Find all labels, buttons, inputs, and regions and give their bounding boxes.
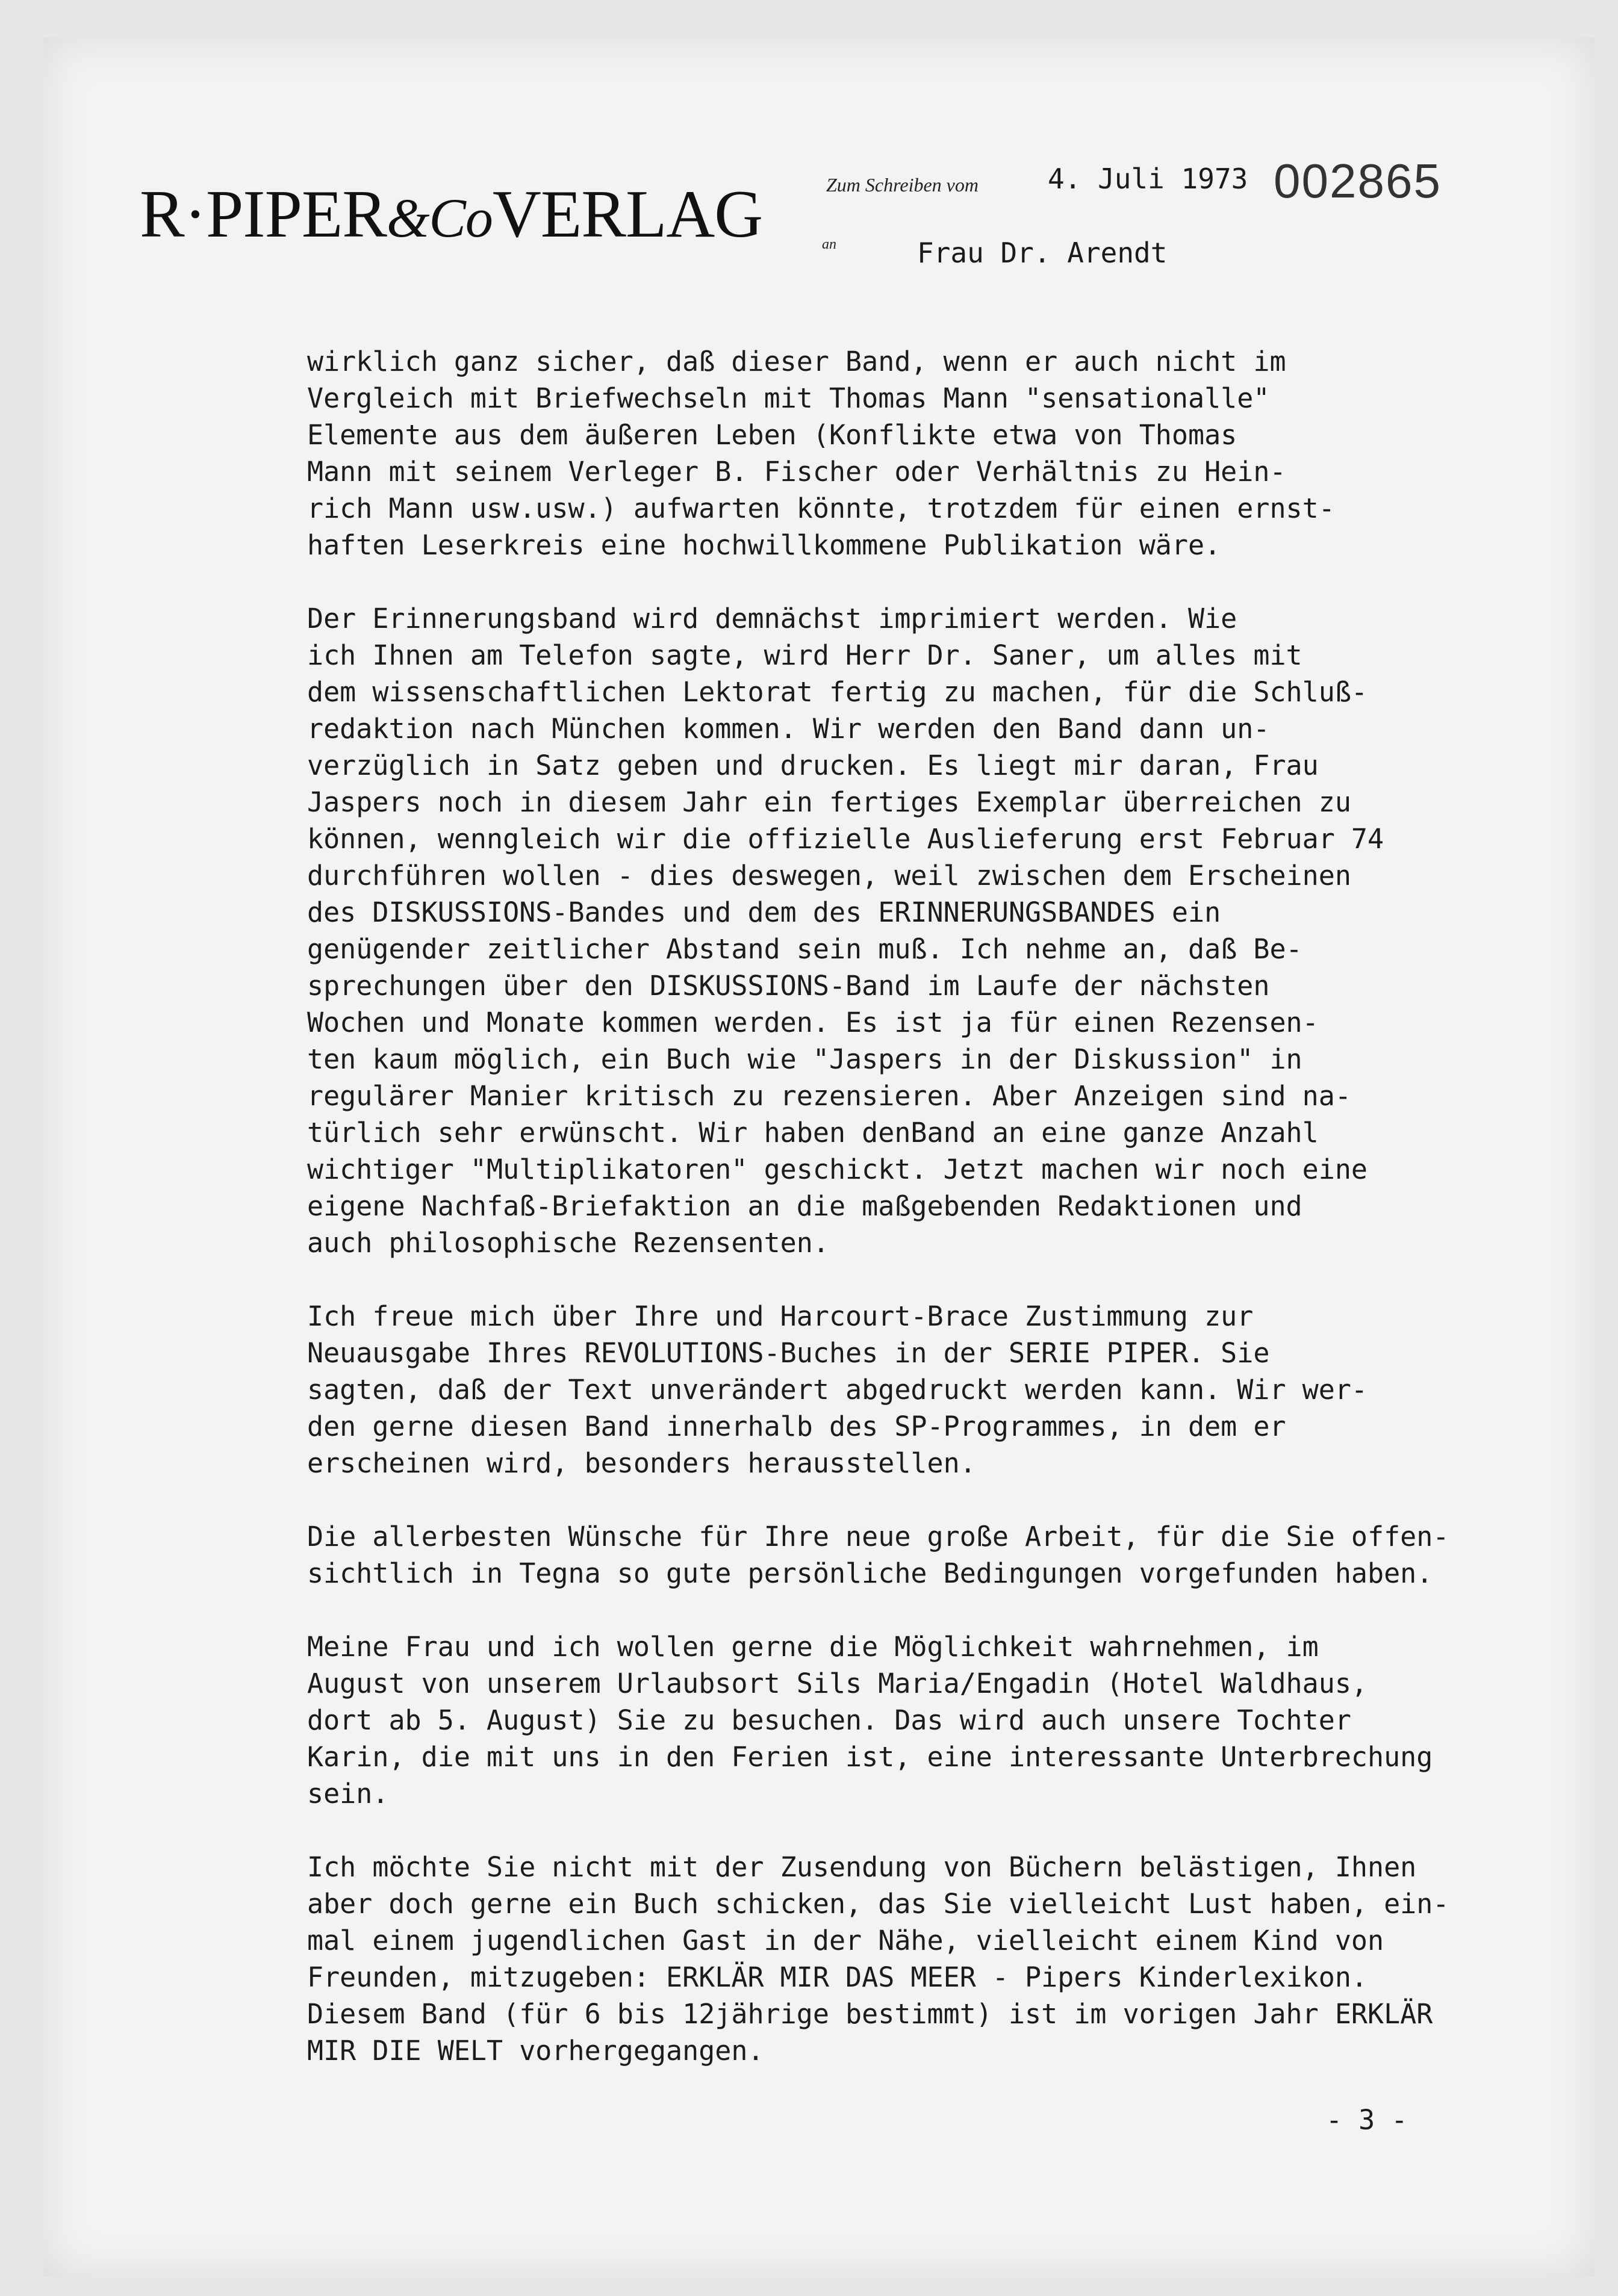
paragraph bbox=[307, 600, 1505, 1261]
text-line: August von unserem Urlaubsort Sils Maria/Engadin (Hotel Waldhaus, bbox=[307, 1668, 1368, 1699]
text-line: sagten, daß der Text unverändert abgedruckt werden kann. Wir wer- bbox=[307, 1374, 1368, 1406]
reference-label: Zum Schreiben vom bbox=[826, 174, 979, 196]
text-line: können, wenngleich wir die offizielle Auslieferung erst Februar 74 bbox=[307, 823, 1384, 855]
text-line: sein. bbox=[307, 1778, 389, 1810]
text-line: sichtlich in Tegna so gute persönliche Bedingungen vorgefunden haben. bbox=[307, 1557, 1433, 1589]
text-line: Der Erinnerungsband wird demnächst imprimiert werden. Wie bbox=[307, 603, 1237, 635]
text-line: mal einem jugendlichen Gast in der Nähe, vielleicht einem Kind von bbox=[307, 1925, 1384, 1956]
text-line: Elemente aus dem äußeren Leben (Konflikte etwa von Thomas bbox=[307, 419, 1237, 451]
recipient-label: an bbox=[822, 237, 836, 252]
text-line: dort ab 5. August) Sie zu besuchen. Das wird auch unsere Tochter bbox=[307, 1704, 1351, 1736]
text-line: genügender zeitlicher Abstand sein muß. Ich nehme an, daß Be- bbox=[307, 933, 1302, 965]
text-line: eigene Nachfaß-Briefaktion an die maßgebenden Redaktionen und bbox=[307, 1190, 1302, 1222]
text-line: Diesem Band (für 6 bis 12jährige bestimmt) ist im vorigen Jahr ERKLÄR bbox=[307, 1998, 1433, 2030]
paragraph bbox=[307, 1628, 1505, 1812]
text-line: Meine Frau und ich wollen gerne die Möglichkeit wahrnehmen, im bbox=[307, 1631, 1319, 1663]
paragraph bbox=[307, 1298, 1505, 1482]
text-line: ich Ihnen am Telefon sagte, wird Herr Dr. Saner, um alles mit bbox=[307, 639, 1302, 671]
text-line: sprechungen über den DISKUSSIONS-Band im Laufe der nächsten bbox=[307, 970, 1270, 1002]
text-line: dem wissenschaftlichen Lektorat fertig zu machen, für die Schluß- bbox=[307, 676, 1368, 708]
text-line: des DISKUSSIONS-Bandes und dem des ERINNERUNGSBANDES ein bbox=[307, 896, 1221, 928]
paragraph bbox=[307, 343, 1505, 563]
text-line: Ich freue mich über Ihre und Harcourt-Brace Zustimmung zur bbox=[307, 1300, 1254, 1332]
text-line: Die allerbesten Wünsche für Ihre neue große Arbeit, für die Sie offen- bbox=[307, 1521, 1449, 1553]
text-line: Vergleich mit Briefwechseln mit Thomas Mann "sensationalle" bbox=[307, 382, 1270, 414]
text-line: auch philosophische Rezensenten. bbox=[307, 1227, 829, 1259]
text-line: Jaspers noch in diesem Jahr ein fertiges Exemplar überreichen zu bbox=[307, 786, 1351, 818]
text-line: den gerne diesen Band innerhalb des SP-Programmes, in dem er bbox=[307, 1410, 1286, 1442]
recipient-name: Frau Dr. Arendt bbox=[917, 237, 1168, 269]
text-line: erscheinen wird, besonders herausstellen. bbox=[307, 1447, 976, 1479]
text-line: rich Mann usw.usw.) aufwarten könnte, trotzdem für einen ernst- bbox=[307, 492, 1335, 524]
text-line: ten kaum möglich, ein Buch wie "Jaspers in der Diskussion" in bbox=[307, 1043, 1302, 1075]
text-line: Neuausgabe Ihres REVOLUTIONS-Buches in der SERIE PIPER. Sie bbox=[307, 1337, 1270, 1369]
publisher-logo: R·PIPER&CoVERLAG bbox=[140, 177, 763, 252]
paragraph bbox=[307, 1518, 1505, 1592]
text-line: Mann mit seinem Verleger B. Fischer oder Verhältnis zu Hein- bbox=[307, 456, 1286, 488]
text-line: verzüglich in Satz geben und drucken. Es liegt mir daran, Frau bbox=[307, 749, 1319, 781]
text-line: Wochen und Monate kommen werden. Es ist ja für einen Rezensen- bbox=[307, 1007, 1319, 1038]
text-line: Freunden, mitzugeben: ERKLÄR MIR DAS MEER - Pipers Kinderlexikon. bbox=[307, 1961, 1368, 1993]
text-line: Ich möchte Sie nicht mit der Zusendung von Büchern belästigen, Ihnen bbox=[307, 1851, 1417, 1883]
text-line: MIR DIE WELT vorhergegangen. bbox=[307, 2035, 764, 2067]
text-line: aber doch gerne ein Buch schicken, das Sie vielleicht Lust haben, ein- bbox=[307, 1888, 1449, 1920]
text-line: wichtiger "Multiplikatoren" geschickt. Jetzt machen wir noch eine bbox=[307, 1153, 1368, 1185]
text-line: haften Leserkreis eine hochwillkommene Publikation wäre. bbox=[307, 529, 1221, 561]
text-line: redaktion nach München kommen. Wir werden den Band dann un- bbox=[307, 713, 1270, 745]
letter-date: 4. Juli 1973 bbox=[1048, 163, 1248, 195]
document-number-stamp: 002865 bbox=[1274, 154, 1442, 208]
text-line: türlich sehr erwünscht. Wir haben denBand an eine ganze Anzahl bbox=[307, 1117, 1319, 1149]
text-line: regulärer Manier kritisch zu rezensieren. Aber Anzeigen sind na- bbox=[307, 1080, 1351, 1112]
text-line: wirklich ganz sicher, daß dieser Band, wenn er auch nicht im bbox=[307, 346, 1286, 377]
text-line: durchführen wollen - dies deswegen, weil zwischen dem Erscheinen bbox=[307, 860, 1351, 892]
letter-body bbox=[307, 343, 1505, 2106]
paragraph bbox=[307, 1849, 1505, 2069]
text-line: Karin, die mit uns in den Ferien ist, eine interessante Unterbrechung bbox=[307, 1741, 1433, 1773]
page-number: - 3 - bbox=[1326, 2104, 1408, 2136]
